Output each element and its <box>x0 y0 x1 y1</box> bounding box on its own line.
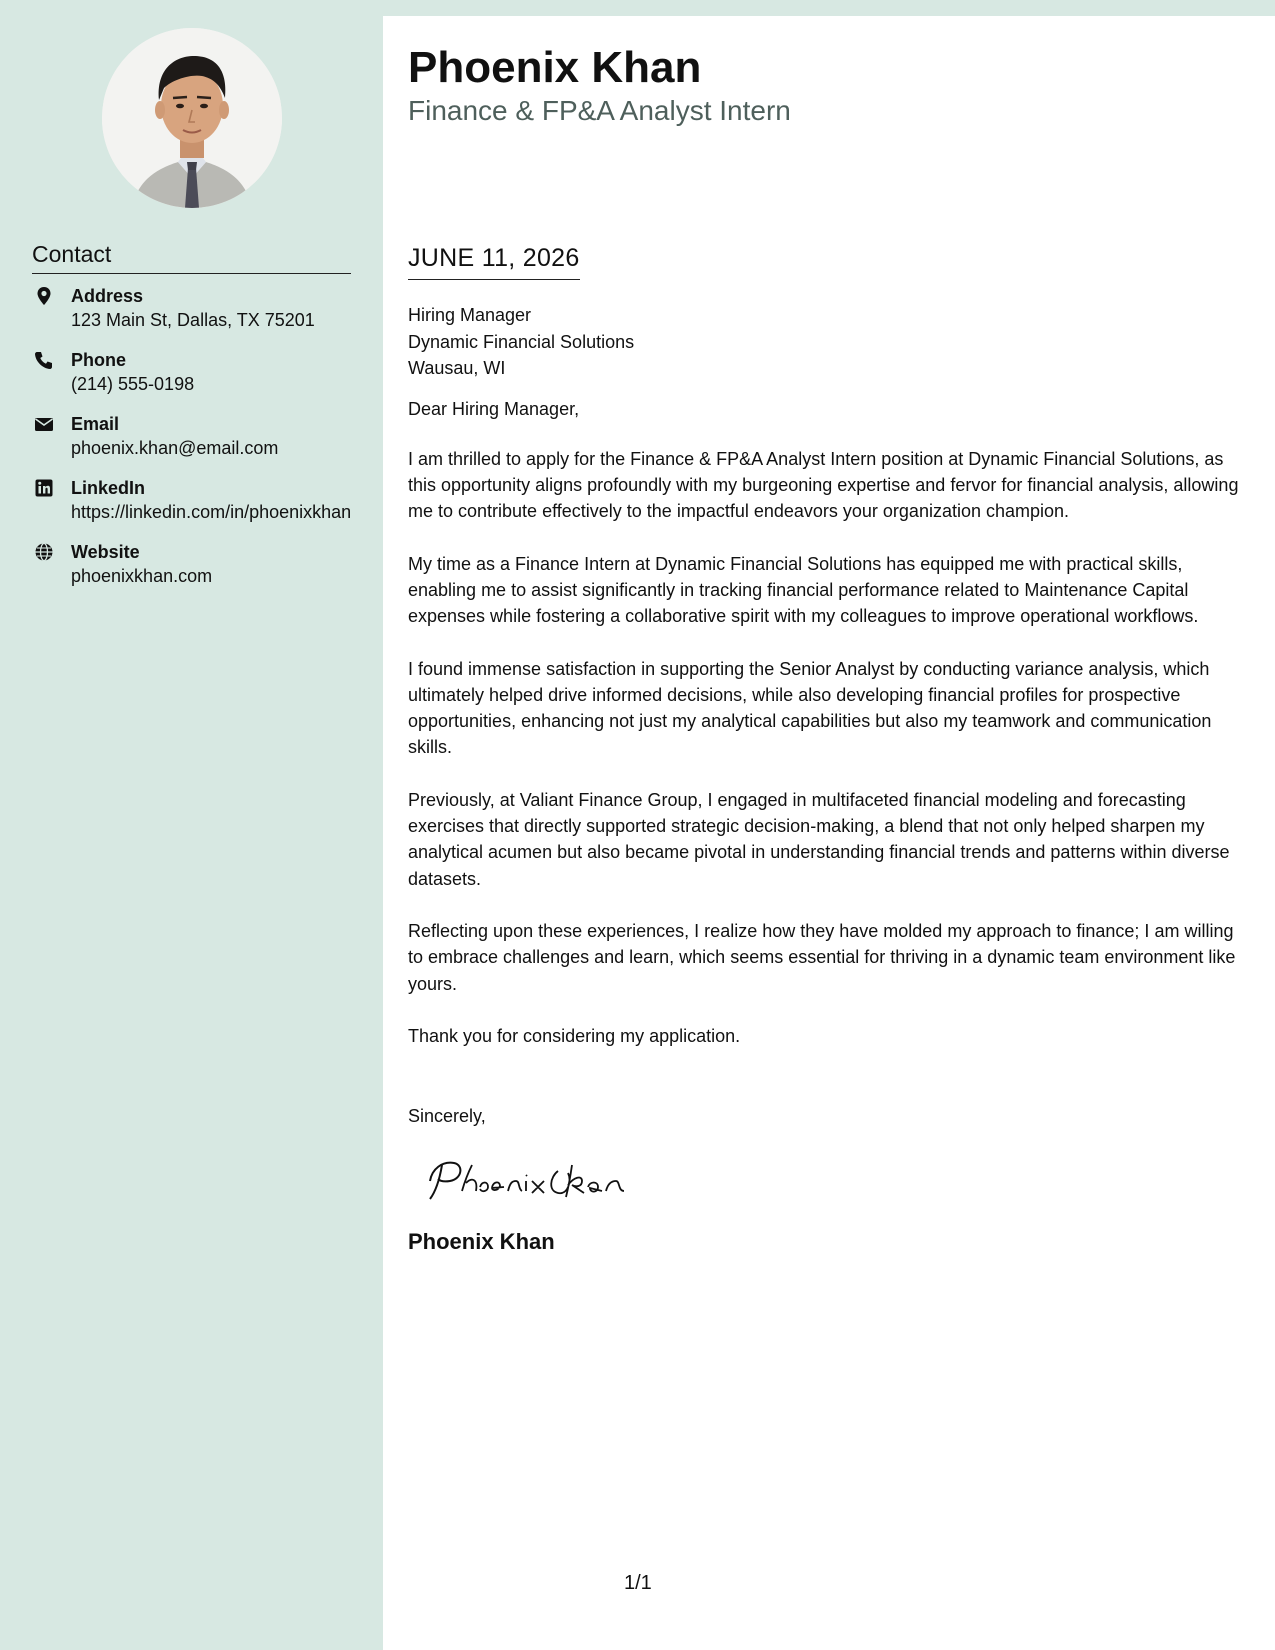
address-value: 123 Main St, Dallas, TX 75201 <box>71 310 315 330</box>
closing: Sincerely, <box>408 1106 486 1127</box>
location-pin-icon <box>34 286 54 306</box>
applicant-name: Phoenix Khan <box>408 43 702 92</box>
letter-body <box>408 302 1248 1255</box>
linkedin-icon <box>34 478 54 498</box>
letter-paragraph: Reflecting upon these experiences, I realize how they have molded my approach to finance; I am willing to embrace challenges and learn, which seems essential for thriving in a dynamic team environment like yours. <box>408 920 1236 994</box>
website-value[interactable]: phoenixkhan.com <box>71 566 213 586</box>
contact-website <box>32 540 352 588</box>
phone-value: (214) 555-0198 <box>71 374 195 394</box>
phone-icon <box>34 350 54 370</box>
signer-name: Phoenix Khan <box>408 1228 555 1254</box>
recipient-line: Dynamic Financial Solutions <box>408 331 635 352</box>
letter-paragraph: Thank you for considering my application. <box>408 1025 741 1046</box>
page-number: 1/1 <box>624 1572 652 1594</box>
sidebar <box>0 0 383 1650</box>
contact-label: Address <box>71 286 144 306</box>
contact-heading: Contact <box>32 241 351 274</box>
linkedin-value[interactable]: https://linkedin.com/in/phoenixkhan <box>71 502 352 522</box>
contact-label: Email <box>71 414 120 434</box>
recipient-block <box>408 302 1248 382</box>
letter-page <box>383 16 1275 1650</box>
contact-label: Phone <box>71 350 127 370</box>
contact-list <box>32 284 352 604</box>
email-value[interactable]: phoenix.khan@email.com <box>71 438 279 458</box>
profile-photo <box>102 28 282 208</box>
recipient-line: Hiring Manager <box>408 305 532 325</box>
salutation: Dear Hiring Manager, <box>408 398 580 419</box>
envelope-icon <box>34 414 54 434</box>
contact-linkedin <box>32 476 352 524</box>
contact-phone <box>32 348 352 396</box>
letter-paragraph: Previously, at Valiant Finance Group, I engaged in multifaceted financial modeling and forecasting exercises that directly supported strategic decision-making, a blend that not only helped sharpen my analytical acumen but also became pivotal in understanding financial trends and patterns within diverse datasets. <box>408 789 1230 889</box>
contact-label: Website <box>71 542 140 562</box>
letter-date: JUNE 11, 2026 <box>408 244 580 280</box>
globe-icon <box>34 542 54 562</box>
recipient-line: Wausau, WI <box>408 358 506 378</box>
contact-email <box>32 412 352 460</box>
applicant-title: Finance & FP&A Analyst Intern <box>408 95 791 126</box>
contact-label: LinkedIn <box>71 478 146 498</box>
letter-paragraph: My time as a Finance Intern at Dynamic Financial Solutions has equipped me with practical skills, enabling me to assist significantly in tracking financial performance related to Maintenance Capital expenses while fostering a collaborative spirit with my colleagues to improve operational workflows. <box>408 553 1199 627</box>
letter-paragraph: I am thrilled to apply for the Finance & FP&A Analyst Intern position at Dynamic Financial Solutions, as this opportunity aligns profoundly with my burgeoning expertise and fervor for financial analysis, allowing me to contribute effectively to the impactful endeavors your organization champion. <box>408 448 1239 522</box>
letter-paragraph: I found immense satisfaction in supporting the Senior Analyst by conducting variance analysis, which ultimately helped drive informed decisions, while also developing financial profiles for prospective opportunities, enhancing not just my analytical capabilities but also my teamwork and communication skills. <box>408 658 1212 758</box>
signature-image <box>422 1151 1248 1214</box>
contact-address <box>32 284 352 332</box>
